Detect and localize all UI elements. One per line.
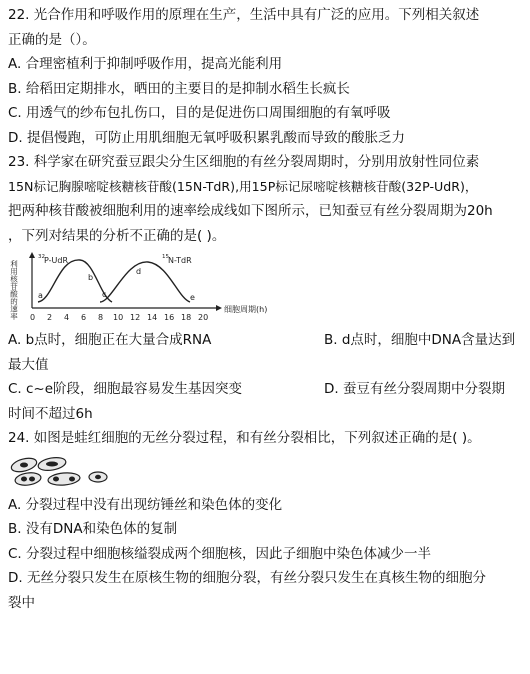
tick-16: 16 — [164, 313, 175, 322]
q24-option-b: B. 没有DNA和染色体的复制 — [8, 521, 178, 537]
q23-options-row2 — [8, 377, 522, 402]
q23-option-d-line2: 时间不超过6h — [8, 405, 93, 422]
frog-red-cell-amitosis-figure — [8, 455, 522, 487]
point-a: a — [38, 291, 43, 300]
q24-option-d-line2: 裂中 — [8, 594, 35, 611]
question-24 — [8, 426, 522, 615]
curve-n-tdr — [100, 262, 190, 302]
tick-12: 12 — [130, 313, 141, 322]
q22-option-c: C. 用透气的纱布包扎伤口，目的是促进伤口周围细胞的有氧呼吸 — [8, 105, 391, 121]
point-d: d — [136, 267, 142, 276]
q22-option-a: A. 合理密植利于抑制呼吸作用，提高光能利用 — [8, 56, 283, 72]
tick-0: 0 — [30, 313, 36, 322]
nucleotide-utilization-graph — [8, 250, 522, 325]
y-axis-arrow-icon — [29, 252, 35, 258]
cell-3 — [14, 471, 41, 487]
tick-20: 20 — [198, 313, 209, 322]
q24-stem: 24. 如图是蛙红细胞的无丝分裂过程，和有丝分裂相比，下列叙述正确的是( )。 — [8, 430, 481, 446]
cell-4 — [48, 471, 81, 486]
q24-option-c: C. 分裂过程中细胞核缢裂成两个细胞核，因此子细胞中染色体减少一半 — [8, 545, 432, 562]
q22-option-d: D. 提倡慢跑，可防止用肌细胞无氧呼吸积累乳酸而导致的酸胀乏力 — [8, 129, 405, 146]
q23-option-a: A. b点时，细胞正在大量合成RNA — [8, 332, 212, 348]
q23-option-d-line1: D. 蚕豆有丝分裂周期中分裂期 — [324, 381, 505, 397]
tick-10: 10 — [113, 313, 124, 322]
q23-stem-line2: 15N标记胸腺嘧啶核糖核苷酸(15N-TdR),用15P标记尿嘧啶核糖核苷酸(32P-UdR)， — [8, 178, 478, 194]
cell-5 — [89, 472, 107, 482]
graph-ticks — [30, 313, 208, 322]
q22-option-b: B. 给稻田定期排水，晒田的主要目的是抑制水稻生长疯长 — [8, 80, 350, 97]
graph-svg — [8, 250, 298, 325]
tick-18: 18 — [181, 313, 192, 322]
tick-14: 14 — [147, 313, 158, 322]
tick-2: 2 — [47, 313, 53, 322]
tick-8: 8 — [98, 313, 104, 322]
q22-stem-line2: 正确的是（）。 — [8, 31, 96, 48]
graph-x-label: 细胞周期(h) — [224, 305, 268, 314]
point-c: c — [102, 290, 107, 299]
curve2-superscript: 15 — [162, 254, 169, 260]
x-axis-arrow-icon — [216, 305, 222, 311]
point-b: b — [88, 273, 94, 282]
q23-option-b-line1: B. d点时，细胞中DNA含量达到 — [324, 332, 516, 348]
curve1-superscript: 32 — [38, 254, 45, 260]
curve2-label: N-TdR — [168, 256, 192, 265]
point-e: e — [190, 293, 195, 302]
q23-options-row1 — [8, 328, 522, 353]
q24-option-d-line1: D. 无丝分裂只发生在原核生物的细胞分裂，有丝分裂只发生在真核生物的细胞分 — [8, 570, 486, 586]
curve1-label: P-UdR — [44, 256, 69, 265]
question-23 — [8, 150, 522, 426]
q23-stem-line3: 把两种核苷酸被细胞利用的速率绘成线如下图所示，已知蚕豆有丝分裂周期为20h — [8, 203, 493, 219]
graph-y-label: 利用核苷酸的速率 — [9, 260, 19, 320]
tick-4: 4 — [64, 313, 70, 322]
amitosis-svg — [8, 455, 118, 487]
curve-p-udr — [38, 260, 112, 302]
cell-2 — [37, 455, 67, 472]
q22-stem-line1: 22. 光合作用和呼吸作用的原理在生产，生活中具有广泛的应用。下列相关叙述 — [8, 7, 480, 23]
q23-stem-line1: 23. 科学家在研究蚕豆跟尖分生区细胞的有丝分裂周期时，分别用放射性同位素 — [8, 154, 480, 170]
question-22 — [8, 3, 522, 150]
cell-1 — [10, 455, 38, 473]
q23-option-b-line2: 最大值 — [8, 356, 49, 373]
q23-stem-line4: ，下列对结果的分析不正确的是( )。 — [8, 227, 226, 244]
tick-6: 6 — [81, 313, 87, 322]
q24-option-a: A. 分裂过程中没有出现纺锤丝和染色体的变化 — [8, 496, 283, 513]
q23-option-c: C. c~e阶段，细胞最容易发生基因突变 — [8, 381, 243, 397]
